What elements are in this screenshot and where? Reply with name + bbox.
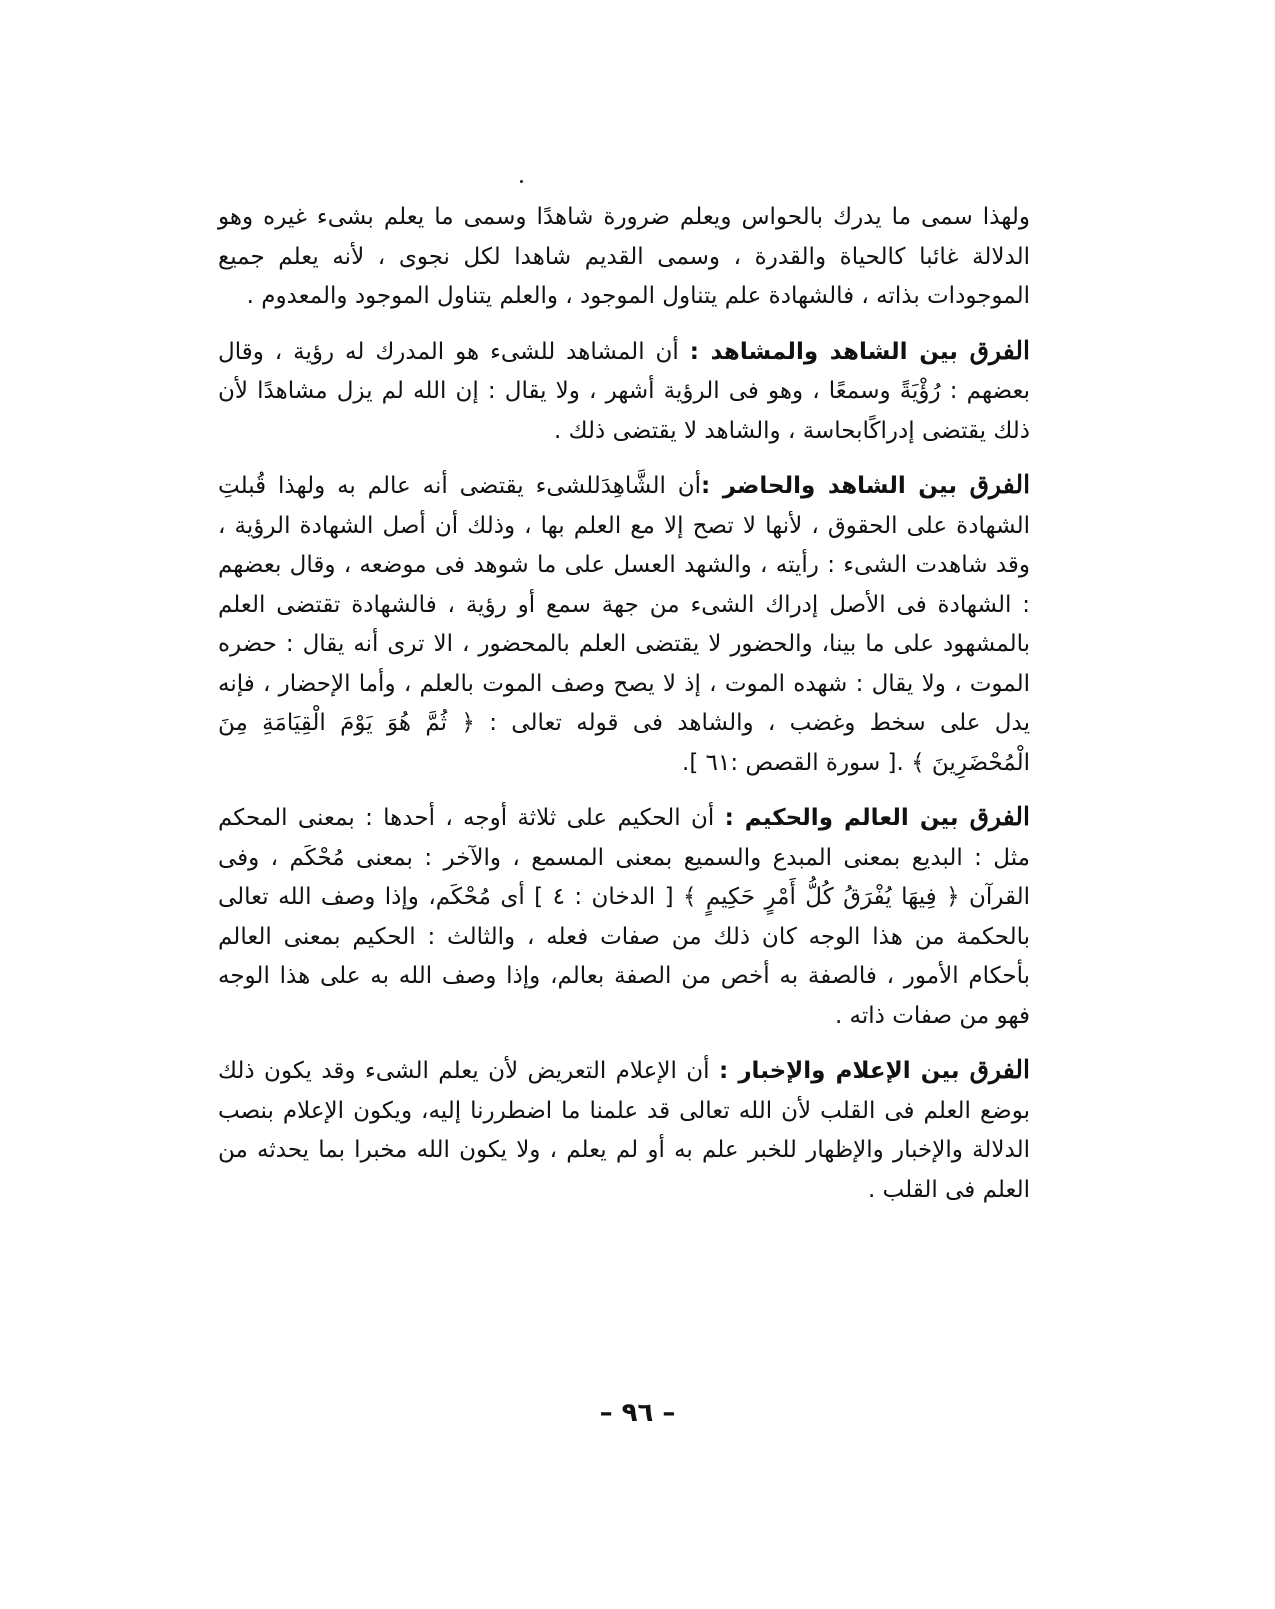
paragraph-2 bbox=[218, 331, 1030, 452]
paragraph-heading-rest: بين الشاهد والمشاهد : bbox=[689, 338, 970, 365]
paragraph-3 bbox=[218, 465, 1030, 783]
page-body bbox=[218, 196, 1030, 1224]
paragraph-body: أن الإعلام التعريض لأن يعلم الشىء وقد يكون ذلك بوضع العلم فى القلب لأن الله تعالى قد علمنا ما اضطررنا إليه، ويكون الإعلام بنصب الدلالة والإخبار والإظهار للخبر علم به أو لم يعلم ، ولا يكون الله مخبرا بما يحدثه من العلم فى القلب . bbox=[218, 1058, 1030, 1203]
paragraph-body: ولهذا سمى ما يدرك بالحواس ويعلم ضرورة شاهدًا وسمى ما يعلم بشىء غيره وهو الدلالة غائبا كالحياة والقدرة ، وسمى القديم شاهدا لكل نجوى ، لأنه يعلم جميع الموجودات بذاته ، فالشهادة علم يتناول الموجود ، والعلم يتناول الموجود والمعدوم . bbox=[218, 204, 1030, 309]
paragraph-5 bbox=[218, 1050, 1030, 1210]
paragraph-heading: الفرق bbox=[969, 802, 1030, 831]
paragraph-heading-rest: بين الإعلام والإخبار : bbox=[719, 1058, 970, 1084]
paragraph-heading: الفرق bbox=[969, 1055, 1030, 1084]
paragraph-heading: الفرق bbox=[969, 470, 1031, 499]
paragraph-1 bbox=[218, 196, 1030, 317]
page-number: – ٩٦ – bbox=[599, 1398, 676, 1428]
paragraph-heading: الفرق bbox=[969, 335, 1030, 365]
paragraph-heading-rest: بين العالم والحكيم : bbox=[724, 805, 970, 831]
scan-speck bbox=[520, 180, 523, 183]
paragraph-4 bbox=[218, 797, 1030, 1036]
paragraph-heading-rest: بين الشاهد والحاضر : bbox=[701, 473, 970, 499]
paragraph-body: أن الحكيم على ثلاثة أوجه ، أحدها : بمعنى المحكم مثل : البديع بمعنى المبدع والسميع بمعنى المسمع ، والآخر : بمعنى مُحْكَم ، وفى القرآن ﴿ فِيهَا يُفْرَقُ كُلُّ أَمْرٍ حَكِيمٍ ﴾ [ الدخان : ٤ ] أى مُحْكَم، وإذا وصف الله تعالى بالحكمة من هذا الوجه كان ذلك من صفات فعله ، والثالث : الحكيم بمعنى العالم بأحكام الأمور ، فالصفة به أخص من الصفة بعالم، وإذا وصف الله به على هذا الوجه فهو من صفات ذاته . bbox=[218, 805, 1030, 1029]
paragraph-body: أن المشاهد للشىء هو المدرك له رؤية ، وقال بعضهم : رُؤْيَةً وسمعًا ، وهو فى الرؤية أشهر ، ولا يقال : إن الله لم يزل مشاهدًا لأن ذلك يقتضى إدراكًابحاسة ، والشاهد لا يقتضى ذلك . bbox=[218, 338, 1030, 444]
paragraph-body: أن الشَّاهِدَللشىء يقتضى أنه عالم به ولهذا قُبلتِ الشهادة على الحقوق ، لأنها لا تصح إلا مع العلم بها ، وذلك أن أصل الشهادة الرؤية ، وقد شاهدت الشىء : رأيته ، والشهد العسل على ما شوهد فى موضعه ، وقال بعضهم : الشهادة فى الأصل إدراك الشىء من جهة سمع أو رؤية ، فالشهادة تقتضى العلم بالمشهود على ما بينا، والحضور لا يقتضى العلم بالمحضور ، الا ترى أنه يقال : حضره الموت ، ولا يقال : شهده الموت ، إذ لا يصح وصف الموت بالعلم ، وأما الإحضار ، فإنه يدل على سخط وغضب ، والشاهد فى قوله تعالى : ﴿ ثُمَّ هُوَ يَوْمَ الْقِيَامَةِ مِنَ الْمُحْضَرِينَ ﴾ .[ سورة القصص :٦١ ]. bbox=[218, 473, 1030, 776]
